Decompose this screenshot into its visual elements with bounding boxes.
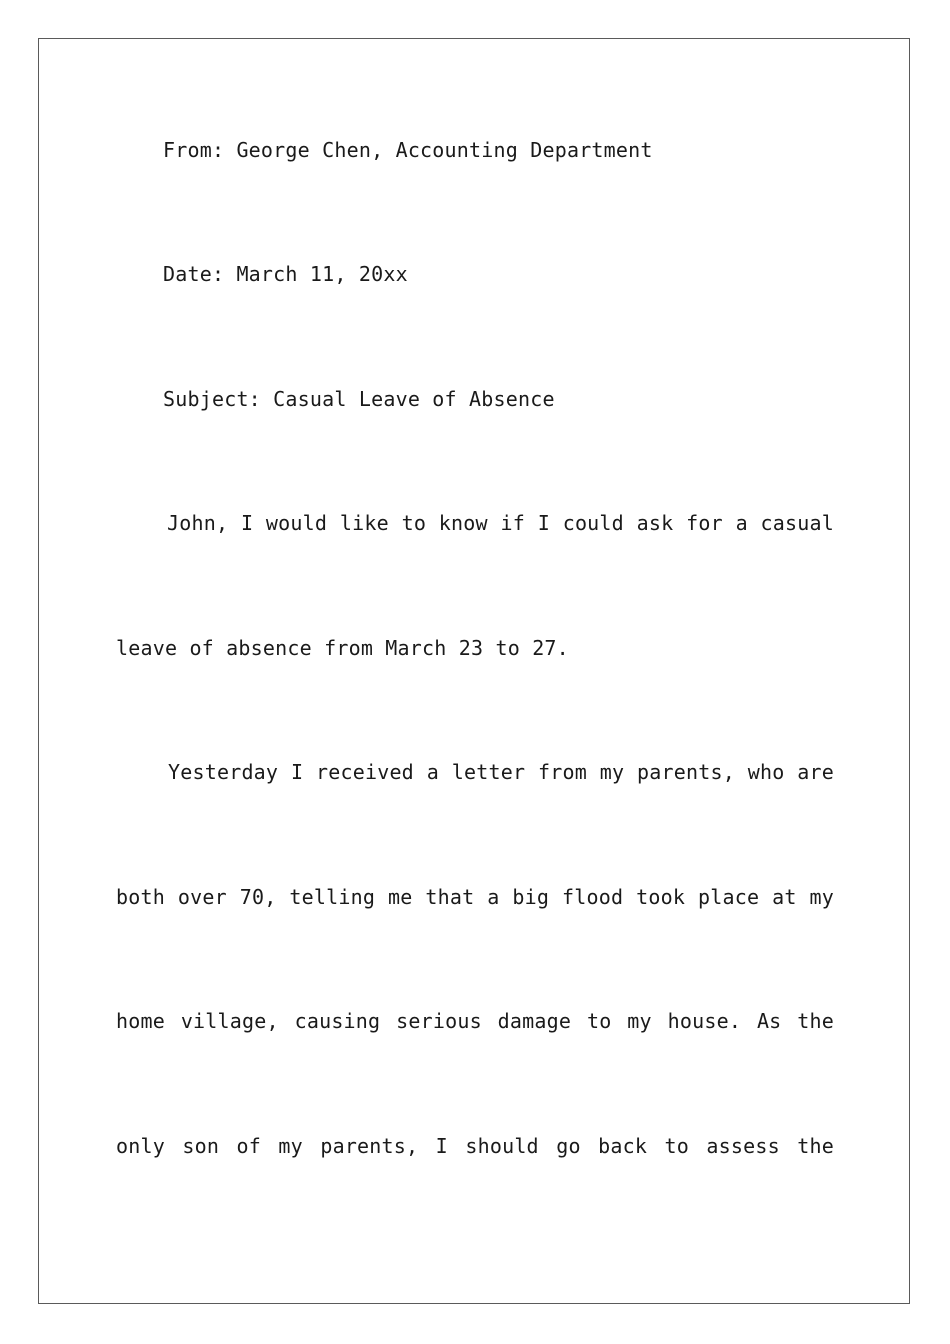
memo-subject-line: Subject: Casual Leave of Absence <box>163 387 555 411</box>
body-line-4: both over 70, telling me that a big flood took place at my <box>116 885 834 909</box>
memo-date-line: Date: March 11, 20xx <box>163 262 408 286</box>
body-line-1: John, I would like to know if I could ask for a casual <box>167 511 834 535</box>
page-border <box>38 38 910 1304</box>
memo-from-line: From: George Chen, Accounting Department <box>163 138 653 162</box>
body-line-3: Yesterday I received a letter from my parents, who are <box>168 760 834 784</box>
body-line-6: only son of my parents, I should go back to assess the <box>116 1134 834 1158</box>
body-line-5: home village, causing serious damage to my house. As the <box>116 1009 834 1033</box>
body-line-2: leave of absence from March 23 to 27. <box>116 636 569 660</box>
